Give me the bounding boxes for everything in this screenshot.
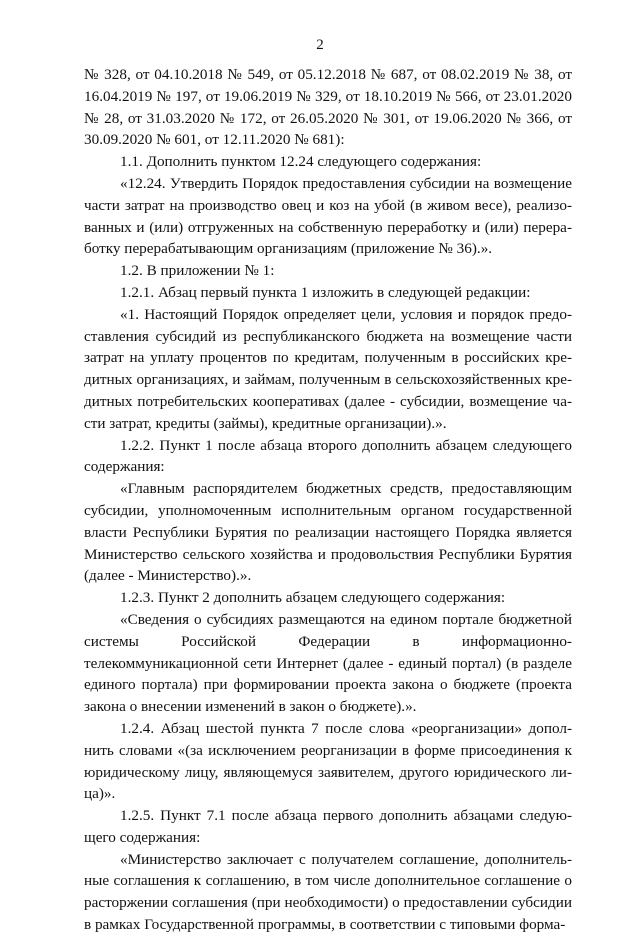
- paragraph-9: «Сведения о субсидиях размещаются на едином портале бюджетной системы Российской Федерации в информационно-телекоммуникационной сети Интернет (далее - единый портал) (в разделе единого портала) при формировании проекта закона о бюджете (проекта закона о внесении изменений в закон о бюджете).».: [84, 610, 572, 716]
- page-number: 2: [316, 37, 324, 53]
- paragraph-1: 1.1. Дополнить пунктом 12.24 следующего содержания:: [120, 153, 482, 171]
- paragraph-4: 1.2.1. Абзац первый пункта 1 изложить в следующей редакции:: [120, 283, 531, 301]
- paragraph-11: 1.2.5. Пункт 7.1 после абзаца первого дополнить абзацами следующего содержания:: [84, 807, 572, 846]
- paragraph-2: «12.24. Утвердить Порядок предоставления субсидии на возмещение части затрат на производство овец и коз на убой (в живом весе), реализованных и (или) отгруженных на собственную переработку и (или) переработку перерабатывающим организациям (приложение № 36).».: [84, 174, 572, 258]
- paragraph-0: № 328, от 04.10.2018 № 549, от 05.12.2018 № 687, от 08.02.2019 № 38, от 16.04.2019 № 197, от 19.06.2019 № 329, от 18.10.2019 № 566, от 23.01.2020 № 28, от 31.03.2020 № 172, от 26.05.2020 № 301, от 19.06.2020 № 366, от 30.09.2020 № 601, от 12.11.2020 № 681):: [84, 66, 572, 149]
- paragraph-6: 1.2.2. Пункт 1 после абзаца второго дополнить абзацем следующего содержания:: [84, 436, 572, 476]
- paragraph-8: 1.2.3. Пункт 2 дополнить абзацем следующего содержания:: [120, 589, 506, 607]
- paragraph-7: «Главным распорядителем бюджетных средств, предоставляющим субсидии, уполномоченным исполнительным органом государственной власти Республики Бурятия по реализации настоящего Порядка является Министерство сельского хозяйства и продовольствия Республики Бурятия (далее - Министерство).».: [84, 480, 572, 585]
- paragraph-10: 1.2.4. Абзац шестой пункта 7 после слова «реорганизации» дополнить словами «(за исключением реорганизации в форме присоединения к юридическому лицу, являющемуся заявителем, другого юридического лица)».: [84, 719, 572, 803]
- paragraph-3: 1.2. В приложении № 1:: [120, 262, 275, 280]
- paragraph-5: «1. Настоящий Порядок определяет цели, условия и порядок предоставления субсидий из республиканского бюджета на возмещение части затрат на уплату процентов по кредитам, полученным в российских кредитных организациях, и займам, полученным в сельскохозяйственных кредитных потребительских кооперативах (далее - субсидии, возмещение части затрат, кредиты (займы), кредитные организации).».: [84, 305, 572, 432]
- document-body: [84, 64, 572, 936]
- paragraph-12: «Министерство заключает с получателем соглашение, дополнительные соглашения к соглашению, в том числе дополнительное соглашение о расторжении соглашения (при необходимости) о предоставлении субсидии в рамках Государственной программы, в соответствии с типовыми форма-: [84, 850, 572, 934]
